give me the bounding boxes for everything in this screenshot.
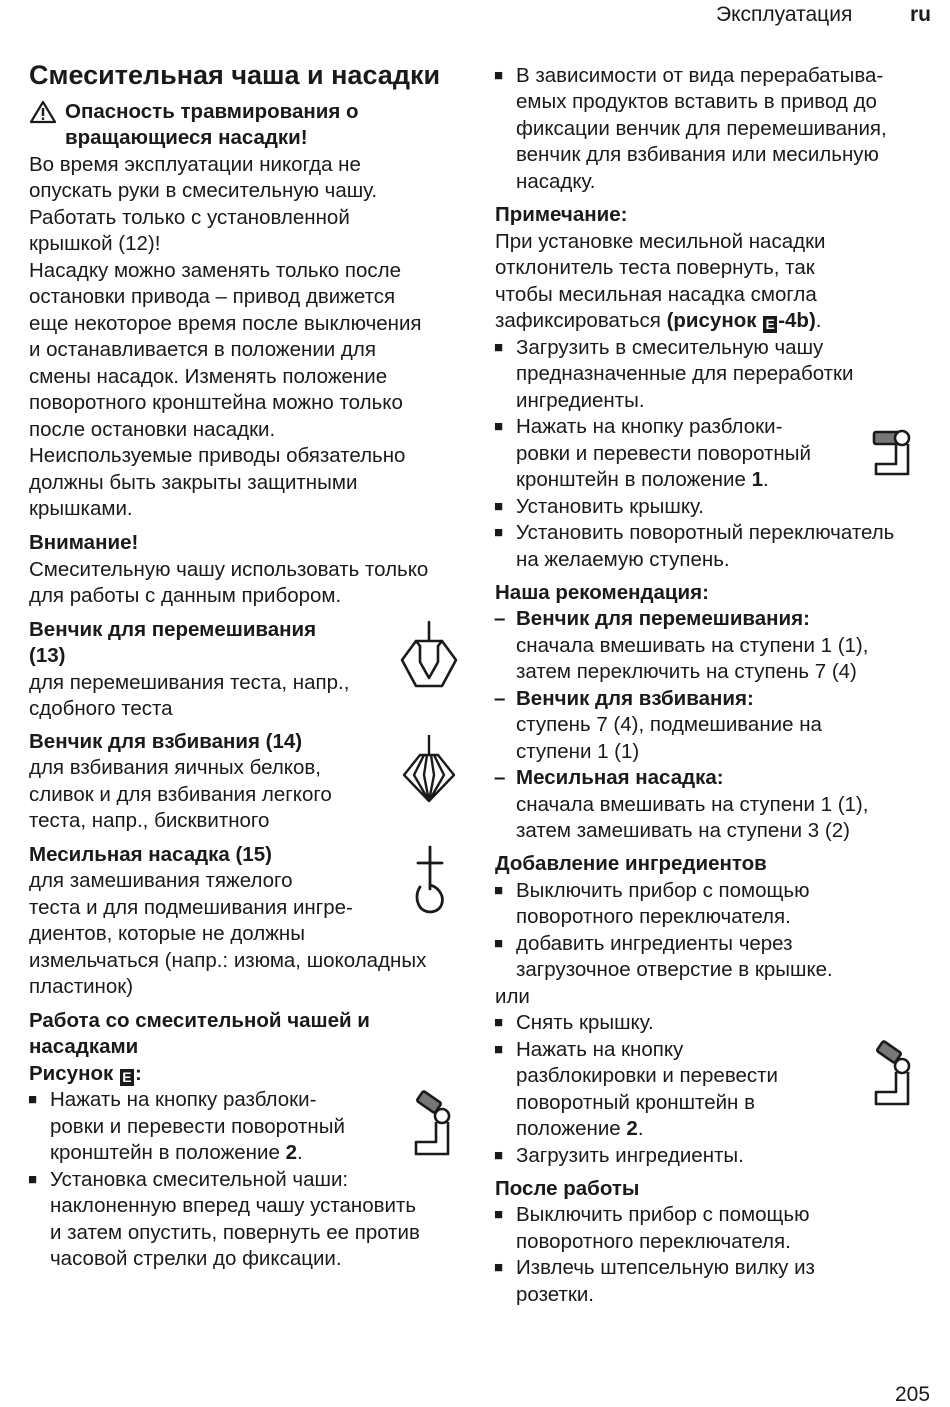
mixer-text-line: для перемешивания теста, напр., — [29, 671, 350, 694]
insert-attachment-line: ■ В зависимости от вида перерабатыва- — [516, 63, 883, 89]
swivel-arm-position-1-icon — [870, 428, 916, 480]
running-header-section: Эксплуатация — [716, 3, 853, 26]
after-step-line: розетки. — [516, 1283, 594, 1306]
set-speed-line: на желаемую ступень. — [516, 548, 730, 571]
whisk-text-line: для взбивания яичных белков, — [29, 756, 321, 779]
note-text-line-last: зафиксироваться (рисунок E -4b). — [495, 309, 822, 332]
note-title: Примечание: — [495, 203, 628, 226]
warning-text-line: смены насадок. Изменять положение — [29, 365, 388, 388]
step1-line: ■ Нажать на кнопку разблоки- — [50, 1087, 316, 1113]
note-figure-ref — [667, 309, 816, 332]
step2-line: наклоненную вперед чашу установить — [50, 1194, 417, 1217]
rec-hook-text: затем замешивать на ступени 3 (2) — [516, 819, 850, 842]
running-header-language: ru — [910, 3, 931, 26]
rec-whisk-text: ступень 7 (4), подмешивание на — [516, 713, 822, 736]
rec-mixer-title: – Венчик для перемешивания: — [516, 606, 810, 632]
figure-letter-box: E — [120, 1069, 134, 1086]
lower-arm-line: ■ Нажать на кнопку разблоки- — [516, 414, 782, 440]
insert-attachment-line: насадку. — [516, 170, 596, 193]
add-step-line: положение — [516, 1117, 627, 1140]
add-step-line: ■ Выключить прибор с помощью — [516, 878, 809, 904]
or-label: или — [495, 985, 530, 1008]
balloon-whisk-icon — [398, 733, 460, 805]
warning-text-line: Неиспользуемые приводы обязательно — [29, 444, 406, 467]
work-title-line-1: Работа со смесительной чашей и — [29, 1009, 370, 1032]
adding-ingredients-title: Добавление ингредиентов — [495, 852, 767, 875]
hook-text-line: пластинок) — [29, 975, 134, 998]
hook-text-line: диентов, которые не должны — [29, 922, 305, 945]
load-ingredients-line: ингредиенты. — [516, 389, 645, 412]
rec-hook-text: сначала вмешивать на ступени 1 (1), — [516, 793, 869, 816]
work-title-line-2: насадками — [29, 1035, 139, 1058]
mixer-title-line-1: Венчик для перемешивания — [29, 618, 317, 641]
add-step-line-last: положение 2. — [516, 1117, 644, 1140]
note-text-line: отклонитель теста повернуть, так — [495, 256, 815, 279]
rec-whisk-title: – Венчик для взбивания: — [516, 686, 754, 712]
swivel-arm-position-2-icon — [872, 1040, 918, 1110]
add-step-line: ■ Нажать на кнопку — [516, 1037, 683, 1063]
warning-text-line: крышкой (12)! — [29, 232, 161, 255]
add-step-line: разблокировки и перевести — [516, 1064, 778, 1087]
lower-arm-position-number: 1 — [751, 468, 763, 491]
lower-arm-line: ровки и перевести поворотный — [516, 442, 811, 465]
figure-label: Рисунок — [29, 1062, 114, 1085]
note-text-line: зафиксироваться — [495, 309, 667, 332]
page-title: Смесительная чаша и насадки — [29, 60, 441, 90]
whisk-title: Венчик для взбивания (14) — [29, 730, 303, 753]
insert-attachment-line: фиксации венчик для перемешивания, — [516, 117, 887, 140]
set-speed-line: ■ Установить поворотный переключатель — [516, 520, 894, 546]
whisk-text-line: сливок и для взбивания легкого — [29, 783, 332, 806]
step1-line: кронштейн в положение — [50, 1141, 286, 1164]
add-step-line: ■ добавить ингредиенты через — [516, 931, 793, 957]
rec-mixer-text: затем переключить на ступень 7 (4) — [516, 660, 857, 683]
add-step-line: загрузочное отверстие в крышке. — [516, 958, 833, 981]
warning-title-line-2: вращающиеся насадки! — [65, 126, 308, 149]
load-ingredients-line: ■ Загрузить в смесительную чашу — [516, 335, 823, 361]
after-work-title: После работы — [495, 1177, 640, 1200]
load-ingredients-line: предназначенные для переработки — [516, 362, 854, 385]
hook-text-line: для замешивания тяжелого — [29, 869, 293, 892]
step2-line: и затем опустить, повернуть ее против — [50, 1221, 420, 1244]
warning-text-line: остановки привода – привод движется — [29, 285, 396, 308]
figure-reference — [29, 1061, 142, 1087]
warning-title-line-1: Опасность травмирования о — [65, 100, 359, 123]
mixing-beater-icon — [398, 620, 460, 692]
page-number: 205 — [895, 1383, 931, 1406]
warning-text-line: еще некоторое время после выключения — [29, 312, 422, 335]
note-figure-ref-step: -4b) — [778, 309, 816, 332]
recommendation-title: Наша рекомендация: — [495, 581, 709, 604]
figure-letter-box: E — [763, 316, 777, 333]
add-step-line: ■ Загрузить ингредиенты. — [516, 1143, 744, 1169]
add-step-line: поворотный кронштейн в — [516, 1091, 755, 1114]
after-step-line: ■ Извлечь штепсельную вилку из — [516, 1255, 815, 1281]
add-step-line: ■ Снять крышку. — [516, 1010, 654, 1036]
warning-text-line: Работать только с установленной — [29, 206, 350, 229]
mixer-text-line: сдобного теста — [29, 697, 173, 720]
attach-lid-line: ■ Установить крышку. — [516, 494, 704, 520]
warning-text-line: должны быть закрыты защитными — [29, 471, 358, 494]
step2-line: часовой стрелки до фиксации. — [50, 1247, 342, 1270]
note-figure-ref-label: (рисунок — [666, 309, 763, 332]
insert-attachment-line: венчик для взбивания или месильную — [516, 143, 879, 166]
warning-triangle-icon — [29, 100, 57, 124]
kneading-hook-icon — [408, 845, 452, 917]
insert-attachment-line: емых продуктов вставить в привод до — [516, 90, 877, 113]
attention-text-line: Смесительную чашу использовать только — [29, 558, 429, 581]
add-step-line: поворотного переключателя. — [516, 905, 791, 928]
lower-arm-line: кронштейн в положение — [516, 468, 752, 491]
step1-position-number: 2 — [285, 1141, 297, 1164]
attention-text-line: для работы с данным прибором. — [29, 584, 342, 607]
warning-text-line: после остановки насадки. — [29, 418, 276, 441]
warning-text-line: и останавливается в положении для — [29, 338, 376, 361]
swivel-arm-position-2-icon — [412, 1090, 458, 1160]
hook-text-line: теста и для подмешивания ингре- — [29, 896, 353, 919]
attention-title: Внимание! — [29, 531, 139, 554]
after-step-line: поворотного переключателя. — [516, 1230, 791, 1253]
step1-line-last: кронштейн в положение 2. — [50, 1141, 303, 1164]
warning-text-line: опускать руки в смесительную чашу. — [29, 179, 378, 202]
hook-title: Месильная насадка (15) — [29, 843, 272, 866]
figure-colon: : — [134, 1062, 142, 1085]
lower-arm-line-last: кронштейн в положение 1. — [516, 468, 769, 491]
hook-text-line: измельчаться (напр.: изюма, шоколадных — [29, 949, 427, 972]
warning-text-line: крышками. — [29, 497, 133, 520]
rec-hook-title: – Месильная насадка: — [516, 765, 724, 791]
after-step-line: ■ Выключить прибор с помощью — [516, 1202, 809, 1228]
rec-mixer-text: сначала вмешивать на ступени 1 (1), — [516, 634, 869, 657]
note-text-line: При установке месильной насадки — [495, 230, 826, 253]
add-position-number: 2 — [626, 1117, 638, 1140]
warning-text-line: поворотного кронштейна можно только — [29, 391, 403, 414]
mixer-title-line-2: (13) — [29, 644, 66, 667]
warning-text-line: Во время эксплуатации никогда не — [29, 153, 361, 176]
warning-text-line: Насадку можно заменять только после — [29, 259, 402, 282]
step1-line: ровки и перевести поворотный — [50, 1115, 345, 1138]
note-text-line: чтобы месильная насадка смогла — [495, 283, 817, 306]
whisk-text-line: теста, напр., бисквитного — [29, 809, 270, 832]
step2-line: ■ Установка смесительной чаши: — [50, 1167, 348, 1193]
rec-whisk-text: ступени 1 (1) — [516, 740, 640, 763]
